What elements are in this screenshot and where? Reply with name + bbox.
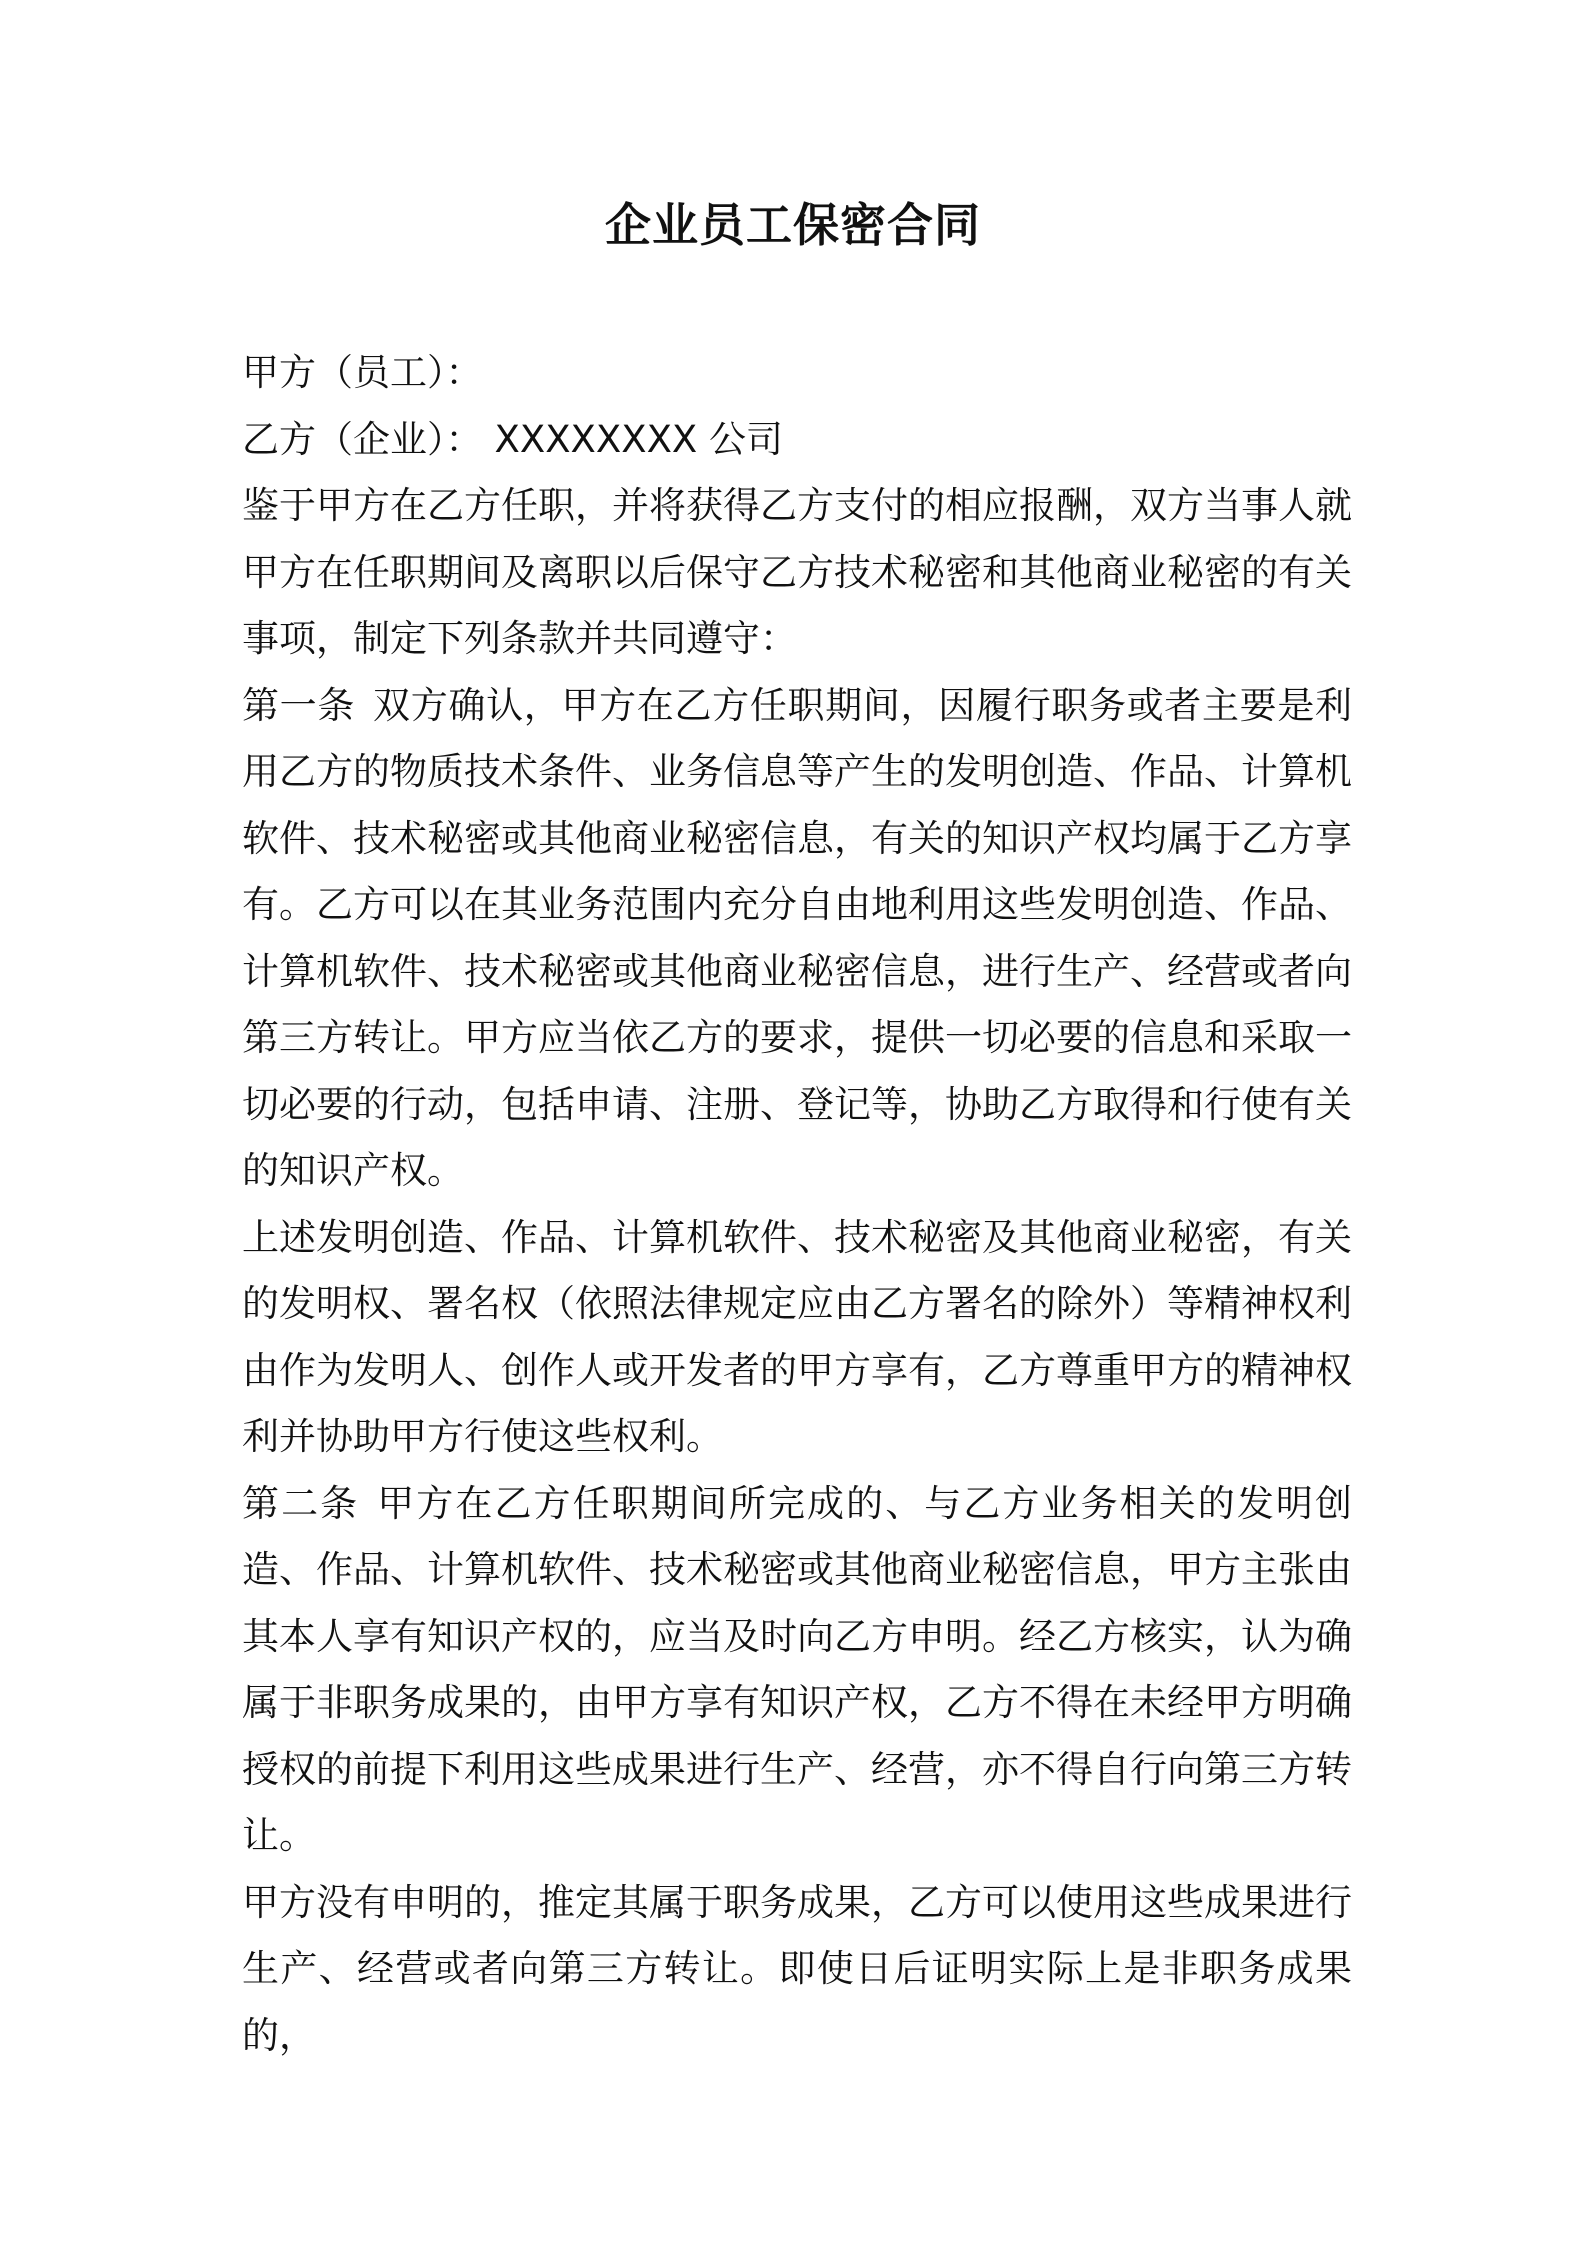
article-1-paragraph-1 [242, 673, 1352, 1205]
article-2-paragraph-1 [242, 1471, 1352, 1870]
party-b-value: XXXXXXXX 公司 [494, 417, 784, 461]
article-1-number: 第一条 [242, 683, 356, 727]
article-2-text-1: 甲方在乙方任职期间所完成的、与乙方业务相关的发明创造、作品、计算机软件、技术秘密或其他商业秘密信息，甲方主张由其本人享有知识产权的，应当及时向乙方申明。经乙方核实，认为确属于非职务成果的，由甲方享有知识产权，乙方不得在未经甲方明确授权的前提下利用这些成果进行生产、经营，亦不得自行向第三方转让。 [242, 1481, 1353, 1857]
party-a-line [242, 340, 1352, 407]
preamble-paragraph: 鉴于甲方在乙方任职，并将获得乙方支付的相应报酬，双方当事人就甲方在任职期间及离职以后保守乙方技术秘密和其他商业秘密的有关事项，制定下列条款并共同遵守： [242, 484, 1352, 660]
party-a-label: 甲方（员工）： [242, 351, 483, 394]
article-2-number: 第二条 [242, 1481, 360, 1525]
article-1-text-1: 双方确认，甲方在乙方任职期间，因履行职务或者主要是利用乙方的物质技术条件、业务信息等产生的发明创造、作品、计算机软件、技术秘密或其他商业秘密信息，有关的知识产权均属于乙方享有。乙方可以在其业务范围内充分自由地利用这些发明创造、作品、计算机软件、技术秘密或其他商业秘密信息，进行生产、经营或者向第三方转让。甲方应当依乙方的要求，提供一切必要的信息和采取一切必要的行动，包括申请、注册、登记等，协助乙方取得和行使有关的知识产权。 [242, 683, 1353, 1192]
article-2-paragraph-2: 甲方没有申明的，推定其属于职务成果，乙方可以使用这些成果进行生产、经营或者向第三方转让。即使日后证明实际上是非职务成果的， [242, 1880, 1352, 2057]
article-1-paragraph-2: 上述发明创造、作品、计算机软件、技术秘密及其他商业秘密，有关的发明权、署名权（依照法律规定应由乙方署名的除外）等精神权利由作为发明人、创作人或开发者的甲方享有，乙方尊重甲方的精神权利并协助甲方行使这些权利。 [242, 1215, 1352, 1458]
party-b-label: 乙方（企业）： [242, 417, 483, 461]
party-b-line [242, 407, 1352, 474]
document-body [242, 340, 1352, 2069]
document-title: 企业员工保密合同 [605, 198, 981, 252]
